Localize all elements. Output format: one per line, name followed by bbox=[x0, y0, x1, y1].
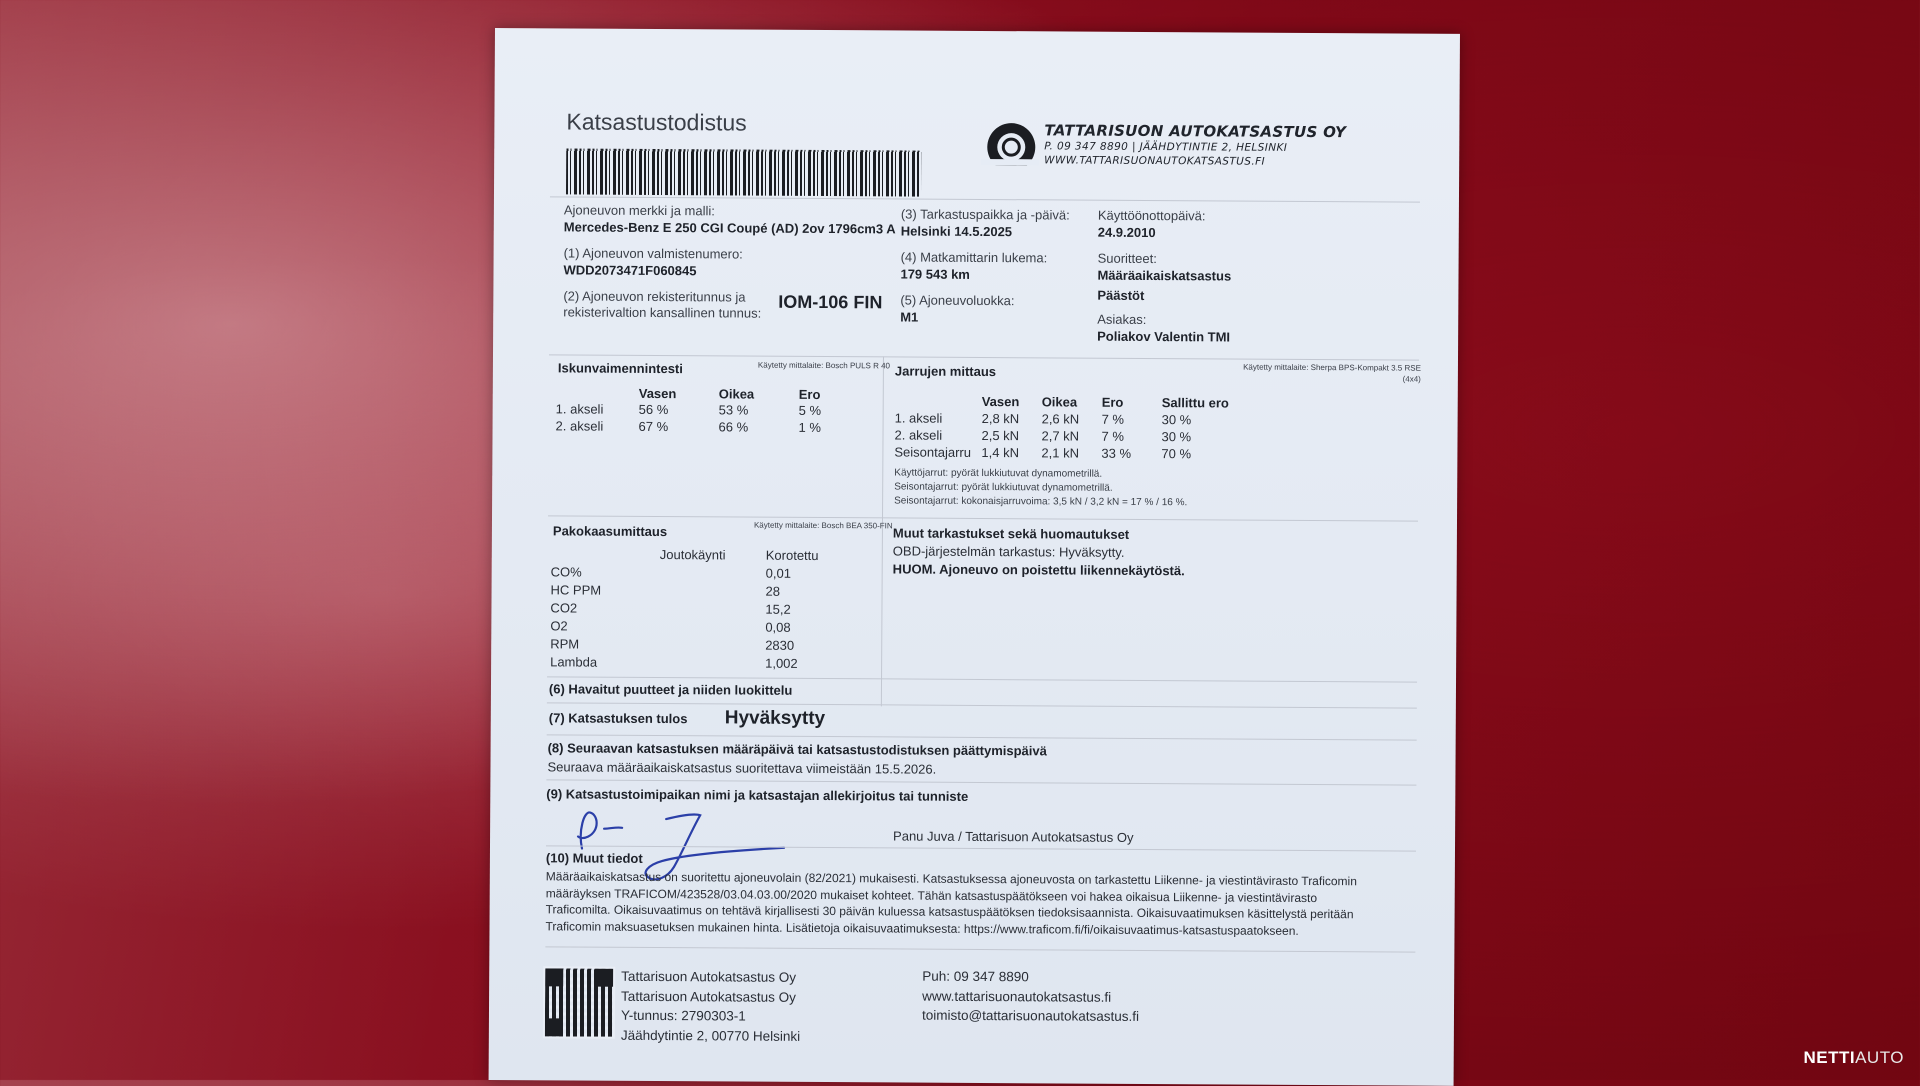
brakes-row-1-left: 2,8 kN bbox=[981, 410, 1020, 427]
logo-line-1: P. 09 347 8890 | JÄÄHDYTINTIE 2, HELSINKI bbox=[1044, 140, 1288, 154]
brakes-note-1: Käyttöjarrut: pyörät lukkiutuvat dynamometrillä. bbox=[894, 467, 1103, 480]
exhaust-row-value: 28 bbox=[765, 583, 781, 599]
customer-label: Asiakas: bbox=[1097, 311, 1147, 327]
footer-company-2: Tattarisuon Autokatsastus Oy bbox=[621, 988, 796, 1005]
brakes-note-3: Seisontajarrut: kokonaisjarruvoima: 3,5 kN / 3,2 kN = 17 % / 16 %. bbox=[894, 495, 1188, 509]
logo-name: TATTARISUON AUTOKATSASTUS OY bbox=[1044, 121, 1347, 142]
shock-row-2-diff: 1 % bbox=[798, 419, 822, 435]
section-10-body bbox=[545, 868, 1395, 939]
brakes-header-diff: Ero bbox=[1101, 394, 1124, 410]
footer-web: www.tattarisuonautokatsastus.fi bbox=[922, 988, 1112, 1005]
exhaust-row-label: Lambda bbox=[550, 654, 598, 670]
exhaust-row-value: 15,2 bbox=[765, 601, 791, 617]
exhaust-header-raised: Korotettu bbox=[765, 547, 819, 563]
reg-label-1: (2) Ajoneuvon rekisteritunnus ja bbox=[563, 288, 746, 305]
document-title: Katsastustodistus bbox=[566, 108, 747, 136]
brakes-row-2-left: 2,5 kN bbox=[981, 427, 1020, 444]
other-checks-title: Muut tarkastukset sekä huomautukset bbox=[892, 525, 1130, 542]
inspection-result: Hyväksytty bbox=[724, 707, 826, 730]
brakes-row-3-label: Seisontajarru bbox=[894, 444, 972, 460]
shock-row-1-left: 56 % bbox=[638, 401, 669, 418]
exhaust-row-label: CO2 bbox=[550, 600, 578, 616]
footer-contact bbox=[922, 967, 1139, 1027]
divider bbox=[546, 779, 1416, 785]
section-10-line: määräyksen TRAFICOM/423528/03.04.03.00/2020 mukaiset kohteet. Tähän katsastuspäätökseen voi hakea oikaisua Liikenne- ja viestintävirasto bbox=[545, 885, 1318, 905]
place-value: Helsinki 14.5.2025 bbox=[900, 223, 1013, 240]
footer-phone: Puh: 09 347 8890 bbox=[922, 968, 1029, 985]
section-9-label: (9) Katsastustoimipaikan nimi ja katsastajan allekirjoitus tai tunniste bbox=[546, 786, 969, 804]
shock-header-right: Oikea bbox=[718, 386, 755, 402]
section-7-label: (7) Katsastuksen tulos bbox=[548, 710, 688, 727]
watermark-bold: NETTI bbox=[1803, 1048, 1856, 1067]
make-value: Mercedes-Benz E 250 CGI Coupé (AD) 2ov 1796cm3 A bbox=[563, 219, 896, 237]
brakes-row-1-allowed: 30 % bbox=[1161, 412, 1192, 428]
reg-label-2: rekisterivaltion kansallinen tunnus: bbox=[563, 304, 762, 321]
brakes-device-2: (4x4) bbox=[1402, 374, 1421, 384]
section-8-label: (8) Seuraavan katsastuksen määräpäivä tai katsastustodistuksen päättymispäivä bbox=[547, 740, 1047, 759]
class-value: M1 bbox=[900, 309, 919, 325]
barcode bbox=[566, 148, 921, 196]
section-10-line: Traficomilta. Oikaisuvaatimus on tehtävä kirjallisesti 30 päivän kuluessa katsastuspäätöksen tiedoksisaannista. Oikaisuvaatimuksen käsittelystä peritään bbox=[545, 902, 1354, 922]
footer-email: toimisto@tattarisuonautokatsastus.fi bbox=[921, 1007, 1140, 1024]
nettiauto-watermark bbox=[1803, 1048, 1904, 1068]
vin-label: (1) Ajoneuvon valmistenumero: bbox=[563, 245, 743, 262]
brakes-row-2-label: 2. akseli bbox=[894, 427, 943, 443]
vin-value: WDD2073471F060845 bbox=[563, 262, 697, 279]
brakes-row-1-label: 1. akseli bbox=[894, 410, 943, 426]
brakes-row-3-diff: 33 % bbox=[1101, 445, 1132, 461]
performed-label: Suoritteet: bbox=[1097, 250, 1157, 267]
exhaust-row-value: 1,002 bbox=[765, 655, 798, 671]
brakes-row-2-right: 2,7 kN bbox=[1041, 428, 1080, 444]
shock-row-1-label: 1. akseli bbox=[555, 401, 604, 417]
brakes-header-allowed: Sallittu ero bbox=[1161, 395, 1229, 411]
footer-business-id: Y-tunnus: 2790303-1 bbox=[620, 1007, 746, 1024]
divider bbox=[547, 702, 1417, 708]
qr-code bbox=[545, 968, 613, 1036]
exhaust-title: Pakokaasumittaus bbox=[552, 523, 668, 540]
other-checks-line-1: OBD-järjestelmän tarkastus: Hyväksytty. bbox=[892, 543, 1125, 560]
odometer-value: 179 543 km bbox=[900, 266, 970, 282]
tire-logo-icon bbox=[981, 119, 1039, 165]
exhaust-device: Käytetty mittalaite: Bosch BEA 350-FIN bbox=[753, 520, 893, 531]
shock-title: Iskunvaimennintesti bbox=[557, 360, 683, 377]
inspection-certificate bbox=[489, 28, 1460, 1086]
exhaust-row-label: O2 bbox=[550, 618, 568, 634]
brakes-row-1-diff: 7 % bbox=[1101, 411, 1125, 427]
divider bbox=[550, 196, 1420, 202]
intro-date-label: Käyttöönottopäivä: bbox=[1097, 207, 1206, 224]
brakes-header-right: Oikea bbox=[1041, 394, 1078, 410]
exhaust-row-label: RPM bbox=[550, 636, 580, 652]
shock-row-1-diff: 5 % bbox=[798, 402, 822, 418]
section-10-label: (10) Muut tiedot bbox=[545, 850, 643, 866]
customer-value: Poliakov Valentin TMI bbox=[1097, 328, 1231, 345]
brakes-note-2: Seisontajarrut: pyörät lukkiutuvat dynamometrillä. bbox=[894, 481, 1113, 494]
shock-row-2-label: 2. akseli bbox=[555, 418, 604, 434]
section-10-line: Traficomin maksuasetuksen mukainen hinta. Lisätietoja oikaisuvaatimuksesta: https://www.traficom.fi/fi/oikaisuvaatimus-katsastuspaatokseen. bbox=[545, 918, 1299, 938]
brakes-row-2-allowed: 30 % bbox=[1161, 429, 1192, 445]
divider bbox=[547, 734, 1417, 740]
registration-number: IOM-106 FIN bbox=[778, 291, 883, 313]
make-label: Ajoneuvon merkki ja malli: bbox=[563, 202, 715, 219]
shock-header-diff: Ero bbox=[798, 386, 821, 402]
brakes-device: Käytetty mittalaite: Sherpa BPS-Kompakt 3.5 RSE bbox=[1243, 362, 1421, 373]
divider bbox=[548, 515, 1418, 521]
brakes-row-1-right: 2,6 kN bbox=[1041, 411, 1080, 427]
exhaust-row-value: 0,08 bbox=[765, 619, 791, 635]
brakes-row-2-diff: 7 % bbox=[1101, 428, 1124, 444]
section-9-value: Panu Juva / Tattarisuon Autokatsastus Oy bbox=[893, 828, 1134, 845]
shock-row-2-right: 66 % bbox=[718, 419, 749, 435]
shock-device: Käytetty mittalaite: Bosch PULS R 40 bbox=[757, 360, 891, 371]
brakes-row-3-allowed: 70 % bbox=[1161, 446, 1192, 462]
watermark-thin: AUTO bbox=[1855, 1048, 1904, 1067]
divider bbox=[549, 354, 1419, 360]
performed-2: Päästöt bbox=[1097, 287, 1145, 303]
shock-row-1-right: 53 % bbox=[718, 402, 749, 418]
exhaust-header-idle: Joutokäynti bbox=[659, 547, 726, 563]
brakes-header-left: Vasen bbox=[981, 393, 1020, 410]
exhaust-row-label: CO% bbox=[550, 564, 582, 580]
shock-header-left: Vasen bbox=[638, 385, 677, 402]
exhaust-row-value: 0,01 bbox=[765, 565, 792, 581]
logo-line-2: WWW.TATTARISUONAUTOKATSASTUS.FI bbox=[1044, 154, 1266, 168]
brakes-title: Jarrujen mittaus bbox=[894, 363, 997, 380]
shock-row-2-left: 67 % bbox=[638, 418, 669, 435]
section-8-value: Seuraava määräaikaiskatsastus suoritettava viimeistään 15.5.2026. bbox=[547, 759, 937, 777]
class-label: (5) Ajoneuvoluokka: bbox=[900, 292, 1015, 309]
performed-1: Määräaikaiskatsastus bbox=[1097, 267, 1232, 284]
exhaust-row-label: HC PPM bbox=[550, 582, 602, 598]
other-checks-line-2: HUOM. Ajoneuvo on poistettu liikennekäytöstä. bbox=[892, 561, 1185, 579]
column-divider bbox=[881, 356, 884, 706]
odometer-label: (4) Matkamittarin lukema: bbox=[900, 249, 1048, 266]
section-10-line: Määräaikaiskatsastus on suoritettu ajoneuvolain (82/2021) mukaisesti. Katsastuksessa ajoneuvosta on tarkastettu Liikenne- ja viestintävirasto Traficomin bbox=[545, 869, 1357, 889]
brakes-row-3-right: 2,1 kN bbox=[1041, 445, 1080, 461]
place-label: (3) Tarkastuspaikka ja -päivä: bbox=[900, 206, 1070, 223]
company-logo bbox=[1044, 121, 1346, 169]
brakes-row-3-left: 1,4 kN bbox=[981, 444, 1020, 461]
section-6: (6) Havaitut puutteet ja niiden luokittelu bbox=[548, 681, 793, 698]
exhaust-row-value: 2830 bbox=[765, 637, 795, 653]
intro-date-value: 24.9.2010 bbox=[1097, 224, 1156, 241]
footer-company-1: Tattarisuon Autokatsastus Oy bbox=[621, 968, 797, 985]
divider bbox=[545, 946, 1415, 952]
footer-company bbox=[621, 967, 801, 1046]
footer-address: Jäähdytintie 2, 00770 Helsinki bbox=[620, 1027, 801, 1044]
